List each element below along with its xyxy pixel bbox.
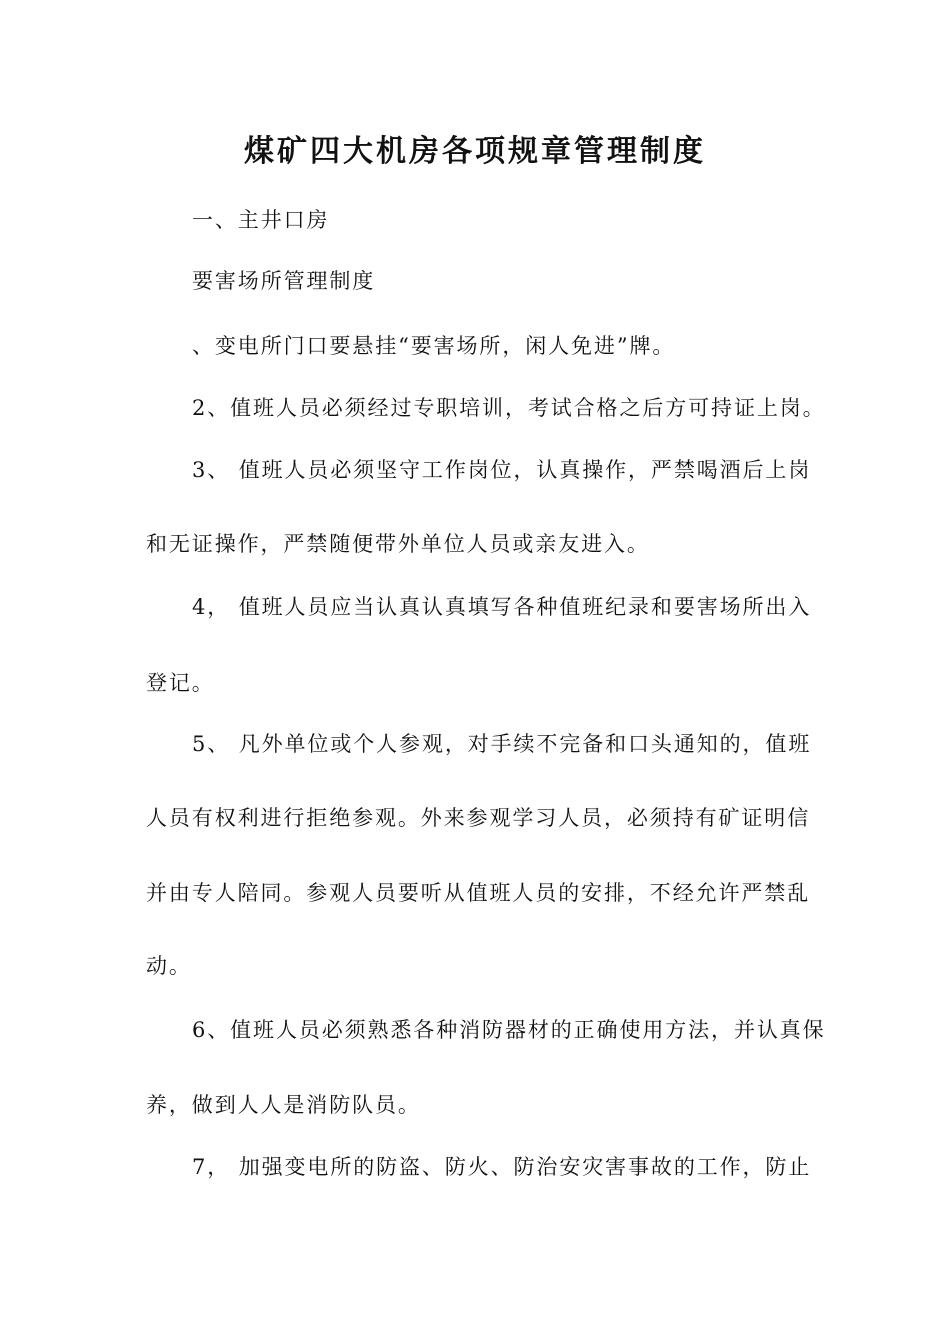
rule-item-5-continued: 动。 — [146, 954, 192, 978]
rule-item-1: 、变电所门口要悬挂“要害场所，闲人免进”牌。 — [192, 334, 676, 358]
rule-item-3: 3、 值班人员必须坚守工作岗位，认真操作，严禁喝酒后上岗 — [192, 458, 812, 482]
rule-item-5-continued: 人员有权利进行拒绝参观。外来参观学习人员，必须持有矿证明信 — [146, 806, 811, 830]
rule-item-2: 2、值班人员必须经过专职培训，考试合格之后方可持证上岗。 — [192, 396, 826, 420]
rule-item-5: 5、 凡外单位或个人参观，对手续不完备和口头通知的，值班 — [192, 732, 812, 756]
rule-item-6: 6、值班人员必须熟悉各种消防器材的正确使用方法，并认真保 — [192, 1018, 826, 1042]
rule-item-3-continued: 和无证操作，严禁随便带外单位人员或亲友进入。 — [146, 532, 650, 556]
rule-item-7: 7， 加强变电所的防盗、防火、防治安灾害事故的工作，防止 — [192, 1155, 812, 1179]
section-heading: 一、主井口房 — [192, 208, 330, 232]
document-title: 煤矿四大机房各项规章管理制度 — [244, 134, 706, 169]
rule-item-4-continued: 登记。 — [146, 671, 215, 695]
rule-item-6-continued: 养，做到人人是消防队员。 — [146, 1093, 421, 1117]
rule-item-4: 4， 值班人员应当认真认真填写各种值班纪录和要害场所出入 — [192, 595, 812, 619]
rule-item-5-continued: 并由专人陪同。参观人员要听从值班人员的安排，不经允许严禁乱 — [146, 881, 811, 905]
subsection-heading: 要害场所管理制度 — [192, 269, 376, 293]
